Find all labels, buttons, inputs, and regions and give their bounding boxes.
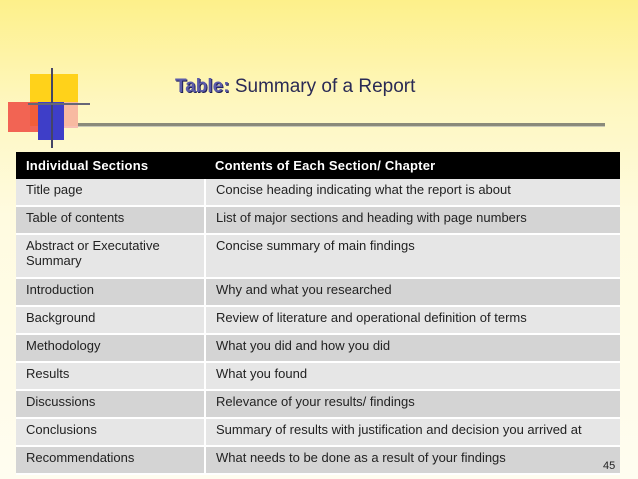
contents-cell: Relevance of your results/ findings [205, 390, 620, 418]
contents-cell: Concise heading indicating what the report is about [205, 179, 620, 206]
slide-title-prefix: Table: [175, 76, 230, 97]
contents-cell: What needs to be done as a result of your findings [205, 446, 620, 474]
table-row [16, 278, 620, 306]
section-cell: Results [16, 362, 205, 390]
table-row [16, 206, 620, 234]
column-header-contents: Contents of Each Section/ Chapter [205, 152, 620, 179]
table-header-row [16, 152, 620, 179]
slide-title [175, 76, 415, 98]
contents-cell: Concise summary of main findings [205, 234, 620, 278]
slide-title-text: Summary of a Report [234, 76, 416, 97]
contents-cell: Why and what you researched [205, 278, 620, 306]
section-cell: Methodology [16, 334, 205, 362]
table-row [16, 362, 620, 390]
contents-cell: List of major sections and heading with page numbers [205, 206, 620, 234]
column-header-sections: Individual Sections [16, 152, 205, 179]
table-row [16, 234, 620, 278]
contents-cell: Review of literature and operational definition of terms [205, 306, 620, 334]
contents-cell: What you found [205, 362, 620, 390]
page-number: 45 [603, 460, 616, 472]
section-cell: Introduction [16, 278, 205, 306]
table-row [16, 306, 620, 334]
section-cell: Table of contents [16, 206, 205, 234]
section-cell: Background [16, 306, 205, 334]
contents-cell: Summary of results with justification and decision you arrived at [205, 418, 620, 446]
table-row [16, 334, 620, 362]
table-row [16, 418, 620, 446]
report-summary-table [16, 152, 620, 475]
table-row [16, 446, 620, 474]
section-cell: Discussions [16, 390, 205, 418]
title-divider [78, 123, 605, 126]
section-cell: Conclusions [16, 418, 205, 446]
table-row [16, 179, 620, 206]
section-cell: Recommendations [16, 446, 205, 474]
table-row [16, 390, 620, 418]
section-cell: Title page [16, 179, 205, 206]
contents-cell: What you did and how you did [205, 334, 620, 362]
decorative-squares-graphic [0, 60, 110, 150]
section-cell: Abstract or Executative Summary [16, 234, 205, 278]
